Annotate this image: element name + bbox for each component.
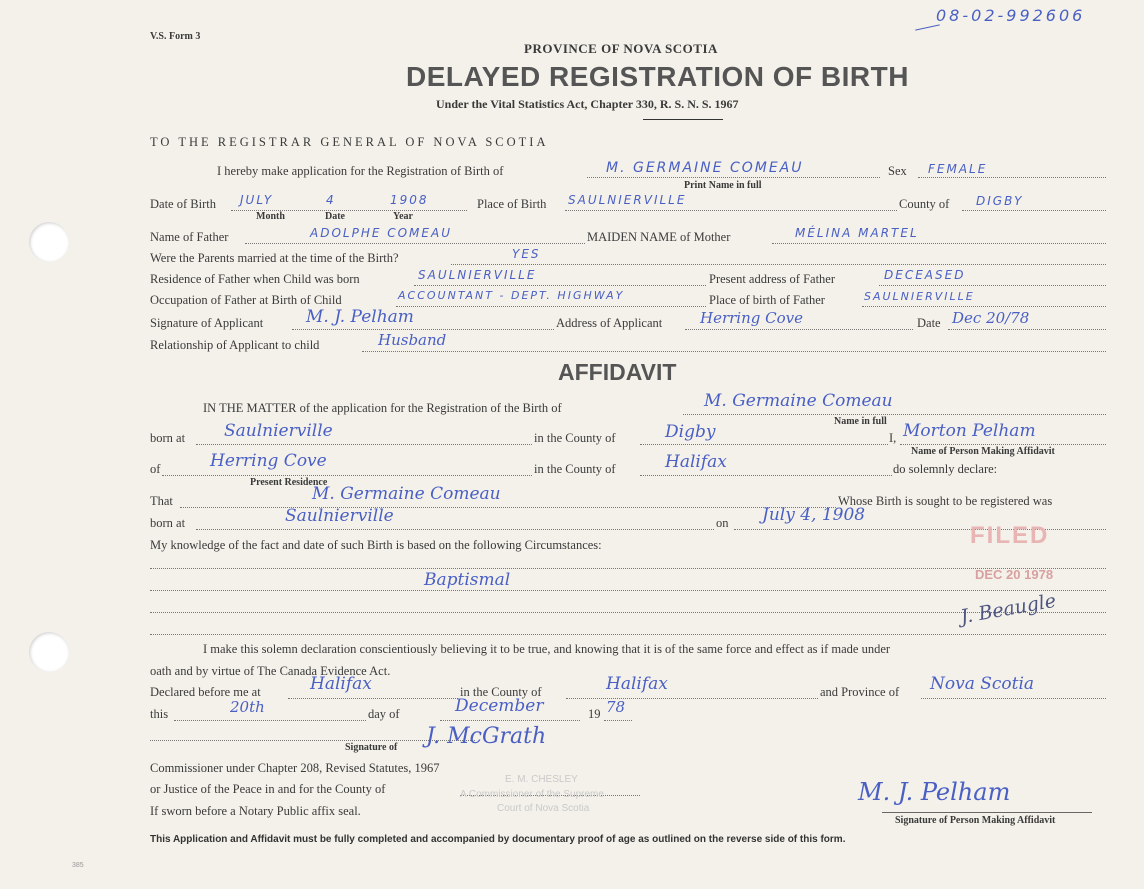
filed-stamp: FILED [970,522,1050,549]
applicant-signature: M. J. Pelham [306,307,414,327]
name-caption: Print Name in full [684,180,762,191]
notary-label: If sworn before a Notary Public affix seal. [150,804,361,818]
father-value: ADOLPHE COMEAU [310,226,452,240]
commissioner-signature: J. McGrath [426,724,547,749]
day-value: 20th [230,698,265,716]
day-line [174,720,366,721]
in-county-line [640,444,888,445]
father-address-value: DECEASED [884,268,966,282]
that-line [180,507,836,508]
father-label: Name of Father [150,230,229,244]
file-number: 08-02-992606 [936,6,1086,25]
signature-line [292,329,554,330]
residence-value: SAULNIERVILLE [418,268,537,282]
dob-year: 1908 [390,193,429,207]
to-registrar: TO THE REGISTRAR GENERAL OF NOVA SCOTIA [150,135,549,149]
in-county-line-2 [640,475,892,476]
relationship-value: Husband [378,331,447,349]
in-county-label: in the County of [534,431,616,445]
residence-label: Residence of Father when Child was born [150,272,360,286]
county-line [962,210,1106,211]
person-sig-caption: Signature of Person Making Affidavit [895,815,1056,826]
seal-line-1: E. M. CHESLEY [505,774,578,785]
father-address-line [879,285,1106,286]
circumstance-line-1 [150,568,1106,569]
dob-month: JULY [240,193,274,207]
person-name: Morton Pelham [903,421,1036,441]
occupation-line [396,306,706,307]
declaration-text-1: I make this solemn declaration conscientiously believing it to be true, and knowing that it is of the same force and effect as if made under [203,642,891,656]
form-title: DELAYED REGISTRATION OF BIRTH [406,61,909,92]
mother-label: MAIDEN NAME of Mother [587,230,731,244]
seal-line-3: Court of Nova Scotia [497,803,590,814]
province-line [921,698,1106,699]
occupation-label: Occupation of Father at Birth of Child [150,293,342,307]
file-number-underline [915,24,940,30]
province-label: and Province of [820,685,900,699]
registrar-initials: J. Beaugle [958,589,1058,629]
commissioner-label: Commissioner under Chapter 208, Revised Statutes, 1967 [150,761,440,775]
county-value-3: Halifax [606,674,668,694]
child-name: M. GERMAINE COMEAU [606,160,804,176]
this-label: this [150,707,169,721]
that-value: M. Germaine Comeau [312,484,501,504]
father-address-label: Present address of Father [709,272,836,286]
matter-label: IN THE MATTER of the application for the Registration of the Birth of [203,401,562,415]
affidavit-title: AFFIDAVIT [558,359,677,385]
matter-line [683,414,1106,415]
year-line [604,720,632,721]
declared-label: Declared before me at [150,685,261,699]
person-caption: Name of Person Making Affidavit [911,446,1055,457]
province-value: Nova Scotia [930,674,1035,694]
county-halifax: Halifax [665,452,727,472]
month-line [440,720,580,721]
form-subtitle: Under the Vital Statistics Act, Chapter 330, R. S. N. S. 1967 [436,97,739,111]
year-caption: Year [393,211,413,222]
married-value: YES [512,247,541,261]
residence-value-2: Herring Cove [210,451,327,471]
dob-day: 4 [326,193,336,207]
on-label: on [716,516,729,530]
mother-value: MÉLINA MARTEL [795,226,919,240]
month-value: December [455,696,544,716]
on-value: July 4, 1908 [762,505,866,525]
married-line [451,264,1106,265]
intro-label: I hereby make application for the Registration of Birth of [217,164,504,178]
declared-line [288,698,458,699]
born-at-value-2: Saulnierville [285,506,394,526]
person-line [900,444,1106,445]
father-birthplace-label: Place of birth of Father [709,293,825,307]
residence-caption: Present Residence [250,477,328,488]
applicant-address-line [685,329,913,330]
sex-label: Sex [888,164,907,178]
place-value: SAULNIERVILLE [568,193,687,207]
born-at-label: born at [150,431,186,445]
declared-value: Halifax [310,674,372,694]
name-line [587,177,880,178]
i-label: I, [889,431,897,445]
county-value: DIGBY [976,194,1024,208]
seal-line-2: A Commissioner of the Supreme [460,789,604,800]
punch-hole-top [29,222,69,262]
father-birthplace-line [862,306,1106,307]
in-county-label-2: in the County of [534,462,616,476]
whose-birth-label: Whose Birth is sought to be registered was [838,494,1053,508]
footer-code: 385 [72,862,84,869]
married-label: Were the Parents married at the time of the Birth? [150,251,399,265]
day-of-label: day of [368,707,400,721]
year-prefix: 19 [588,707,601,721]
county-label-3: in the County of [460,685,542,699]
declaration-text-2: oath and by virtue of The Canada Evidence Act. [150,664,391,678]
county-line-3 [566,698,818,699]
form-number: V.S. Form 3 [150,31,201,42]
subtitle-underline [643,119,723,120]
born-at-line [196,444,532,445]
matter-caption: Name in full [834,416,887,427]
father-birthplace-value: SAULNIERVILLE [864,290,975,303]
date-caption: Date [325,211,345,222]
born-at-line-2 [196,529,714,530]
applicant-address-value: Herring Cove [700,309,803,327]
date-label: Date [917,316,941,330]
province-heading: PROVINCE OF NOVA SCOTIA [524,41,718,56]
circumstance-line-2 [150,590,1106,591]
punch-hole-bottom [29,632,69,672]
residence-line-2 [162,475,532,476]
born-at-label-2: born at [150,516,186,530]
month-caption: Month [256,211,285,222]
date-line [948,329,1106,330]
on-line [734,529,1106,530]
born-at-value: Saulnierville [224,421,333,441]
person-signature: M. J. Pelham [858,778,1011,806]
occupation-value: ACCOUNTANT - DEPT. HIGHWAY [398,289,625,302]
circumstance-line-4 [150,634,1106,635]
person-sig-line [882,812,1092,813]
sig-of-label: Signature of [345,742,398,753]
place-label: Place of Birth [477,197,547,211]
circumstance-value: Baptismal [424,570,511,590]
of-label: of [150,462,161,476]
signature-label: Signature of Applicant [150,316,264,330]
father-line [245,243,585,244]
county-digby: Digby [665,422,716,442]
place-line [565,210,897,211]
relationship-line [362,351,1106,352]
knowledge-label: My knowledge of the fact and date of such Birth is based on the following Circumstances: [150,538,602,552]
footer-note: This Application and Affidavit must be fully completed and accompanied by documentary proof of age as outlined on the reverse side of this form. [150,834,846,845]
sex-line [918,177,1106,178]
relationship-label: Relationship of Applicant to child [150,338,320,352]
that-label: That [150,494,173,508]
county-label: County of [899,197,950,211]
residence-line [414,285,706,286]
sex-value: FEMALE [928,162,988,176]
applicant-address-label: Address of Applicant [556,316,663,330]
filed-date: DEC 20 1978 [975,567,1054,582]
matter-value: M. Germaine Comeau [704,391,893,411]
justice-label: or Justice of the Peace in and for the County of [150,782,386,796]
dob-label: Date of Birth [150,197,216,211]
declare-label: do solemnly declare: [893,462,998,476]
mother-line [772,243,1106,244]
date-value: Dec 20/78 [952,309,1030,327]
year-value: 78 [606,698,626,716]
